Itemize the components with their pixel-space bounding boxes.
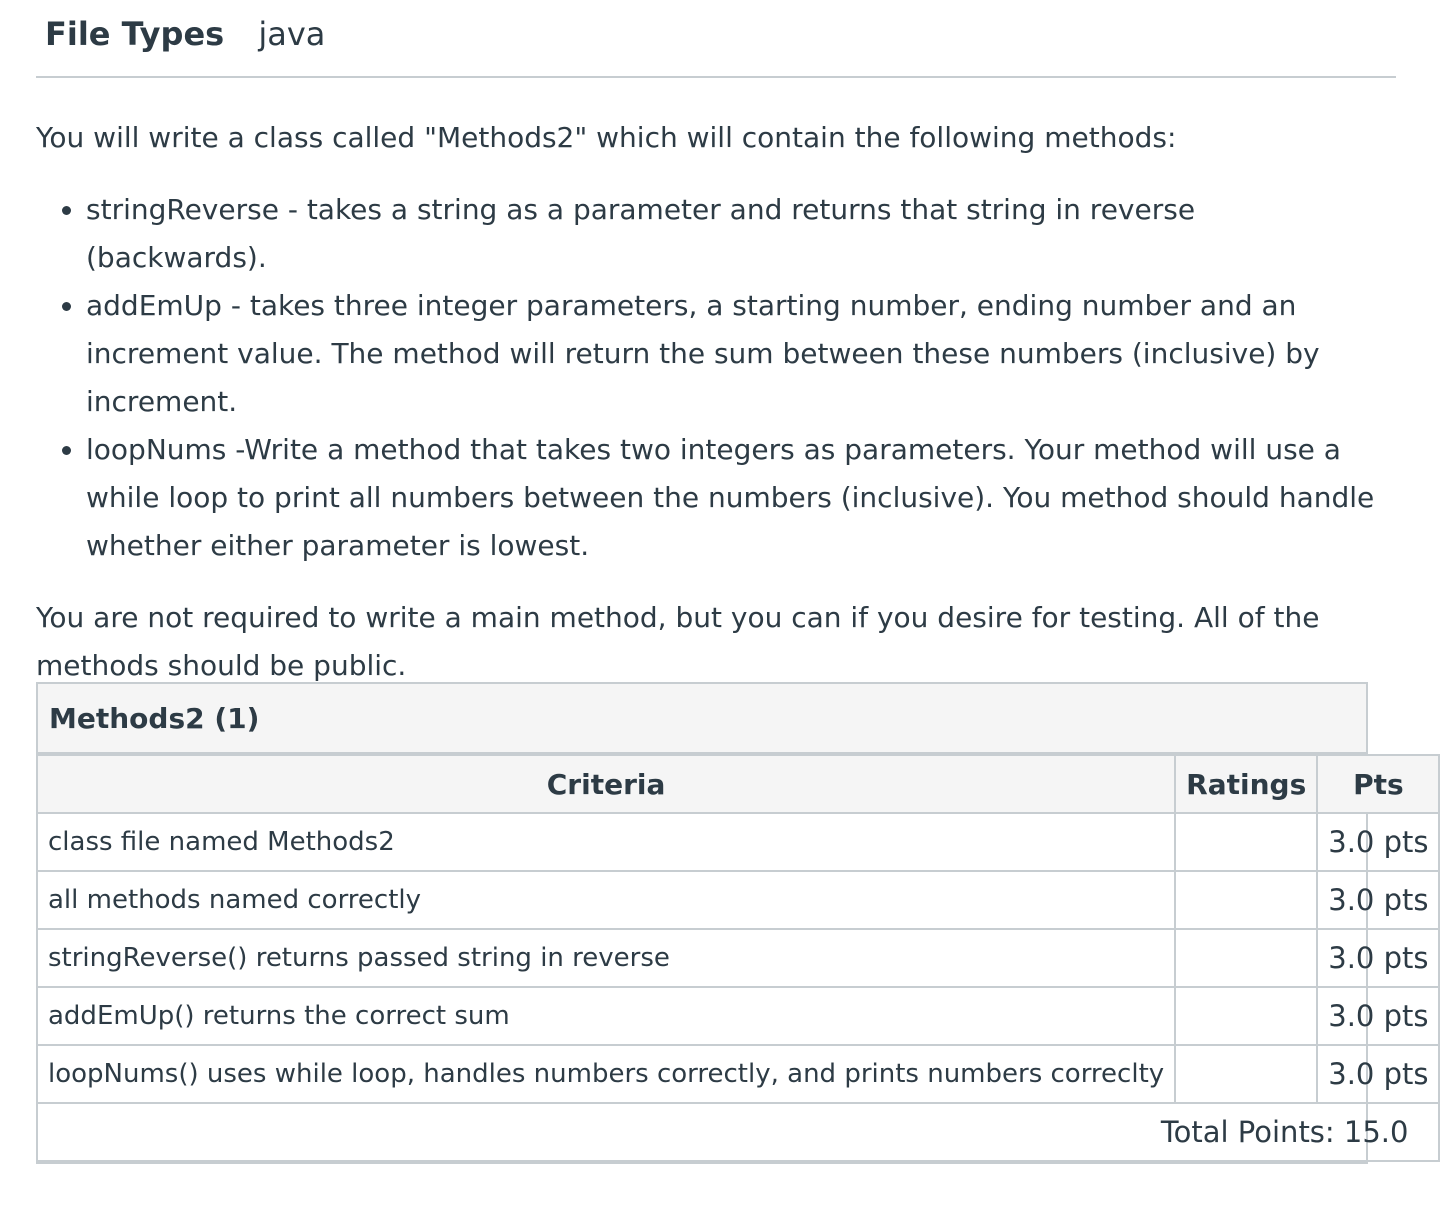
file-types-label: File Types	[45, 15, 225, 53]
table-row	[37, 987, 1439, 1045]
rubric-table	[36, 754, 1440, 1162]
description-outro: You are not required to write a main method, but you can if you desire for testing. All of the methods should be public.	[36, 601, 1320, 682]
file-types-row	[45, 12, 325, 56]
ratings-cell	[1175, 929, 1317, 987]
assignment-description	[36, 114, 1381, 690]
file-types-value: java	[258, 15, 326, 53]
pts-cell: 3.0 pts	[1317, 987, 1439, 1045]
pts-cell: 3.0 pts	[1317, 871, 1439, 929]
total-row	[37, 1103, 1439, 1161]
pts-cell: 3.0 pts	[1317, 813, 1439, 871]
rubric	[36, 682, 1429, 1164]
criteria-cell: class file named Methods2	[37, 813, 1175, 871]
rubric-title: Methods2 (1)	[38, 684, 1366, 754]
ratings-cell	[1175, 871, 1317, 929]
ratings-header: Ratings	[1175, 755, 1317, 813]
method-item-addemup: • addEmUp - takes three integer parameters, a starting number, ending number and an increment value. The method will return the sum between these numbers (inclusive) by increment.	[86, 282, 1381, 426]
table-row	[37, 871, 1439, 929]
pts-cell: 3.0 pts	[1317, 1045, 1439, 1103]
table-row	[37, 929, 1439, 987]
total-points: Total Points: 15.0	[37, 1103, 1439, 1161]
pts-header: Pts	[1317, 755, 1439, 813]
description-intro: You will write a class called "Methods2" which will contain the following methods:	[36, 121, 1177, 154]
criteria-cell: addEmUp() returns the correct sum	[37, 987, 1175, 1045]
ratings-cell	[1175, 987, 1317, 1045]
table-row	[37, 1045, 1439, 1103]
method-item-loopnums: • loopNums -Write a method that takes two integers as parameters. Your method will use a while loop to print all numbers between the numbers (inclusive). You method should handle whether either parameter is lowest.	[86, 426, 1381, 570]
divider	[36, 76, 1396, 78]
pts-cell: 3.0 pts	[1317, 929, 1439, 987]
ratings-cell	[1175, 813, 1317, 871]
methods-list	[36, 186, 1381, 570]
criteria-header: Criteria	[37, 755, 1175, 813]
criteria-cell: stringReverse() returns passed string in reverse	[37, 929, 1175, 987]
ratings-cell	[1175, 1045, 1317, 1103]
method-item-stringreverse: • stringReverse - takes a string as a parameter and returns that string in reverse (backwards).	[86, 186, 1381, 282]
criteria-cell: loopNums() uses while loop, handles numbers correctly, and prints numbers correclty	[37, 1045, 1175, 1103]
rubric-header-row	[37, 755, 1439, 813]
criteria-cell: all methods named correctly	[37, 871, 1175, 929]
table-row	[37, 813, 1439, 871]
